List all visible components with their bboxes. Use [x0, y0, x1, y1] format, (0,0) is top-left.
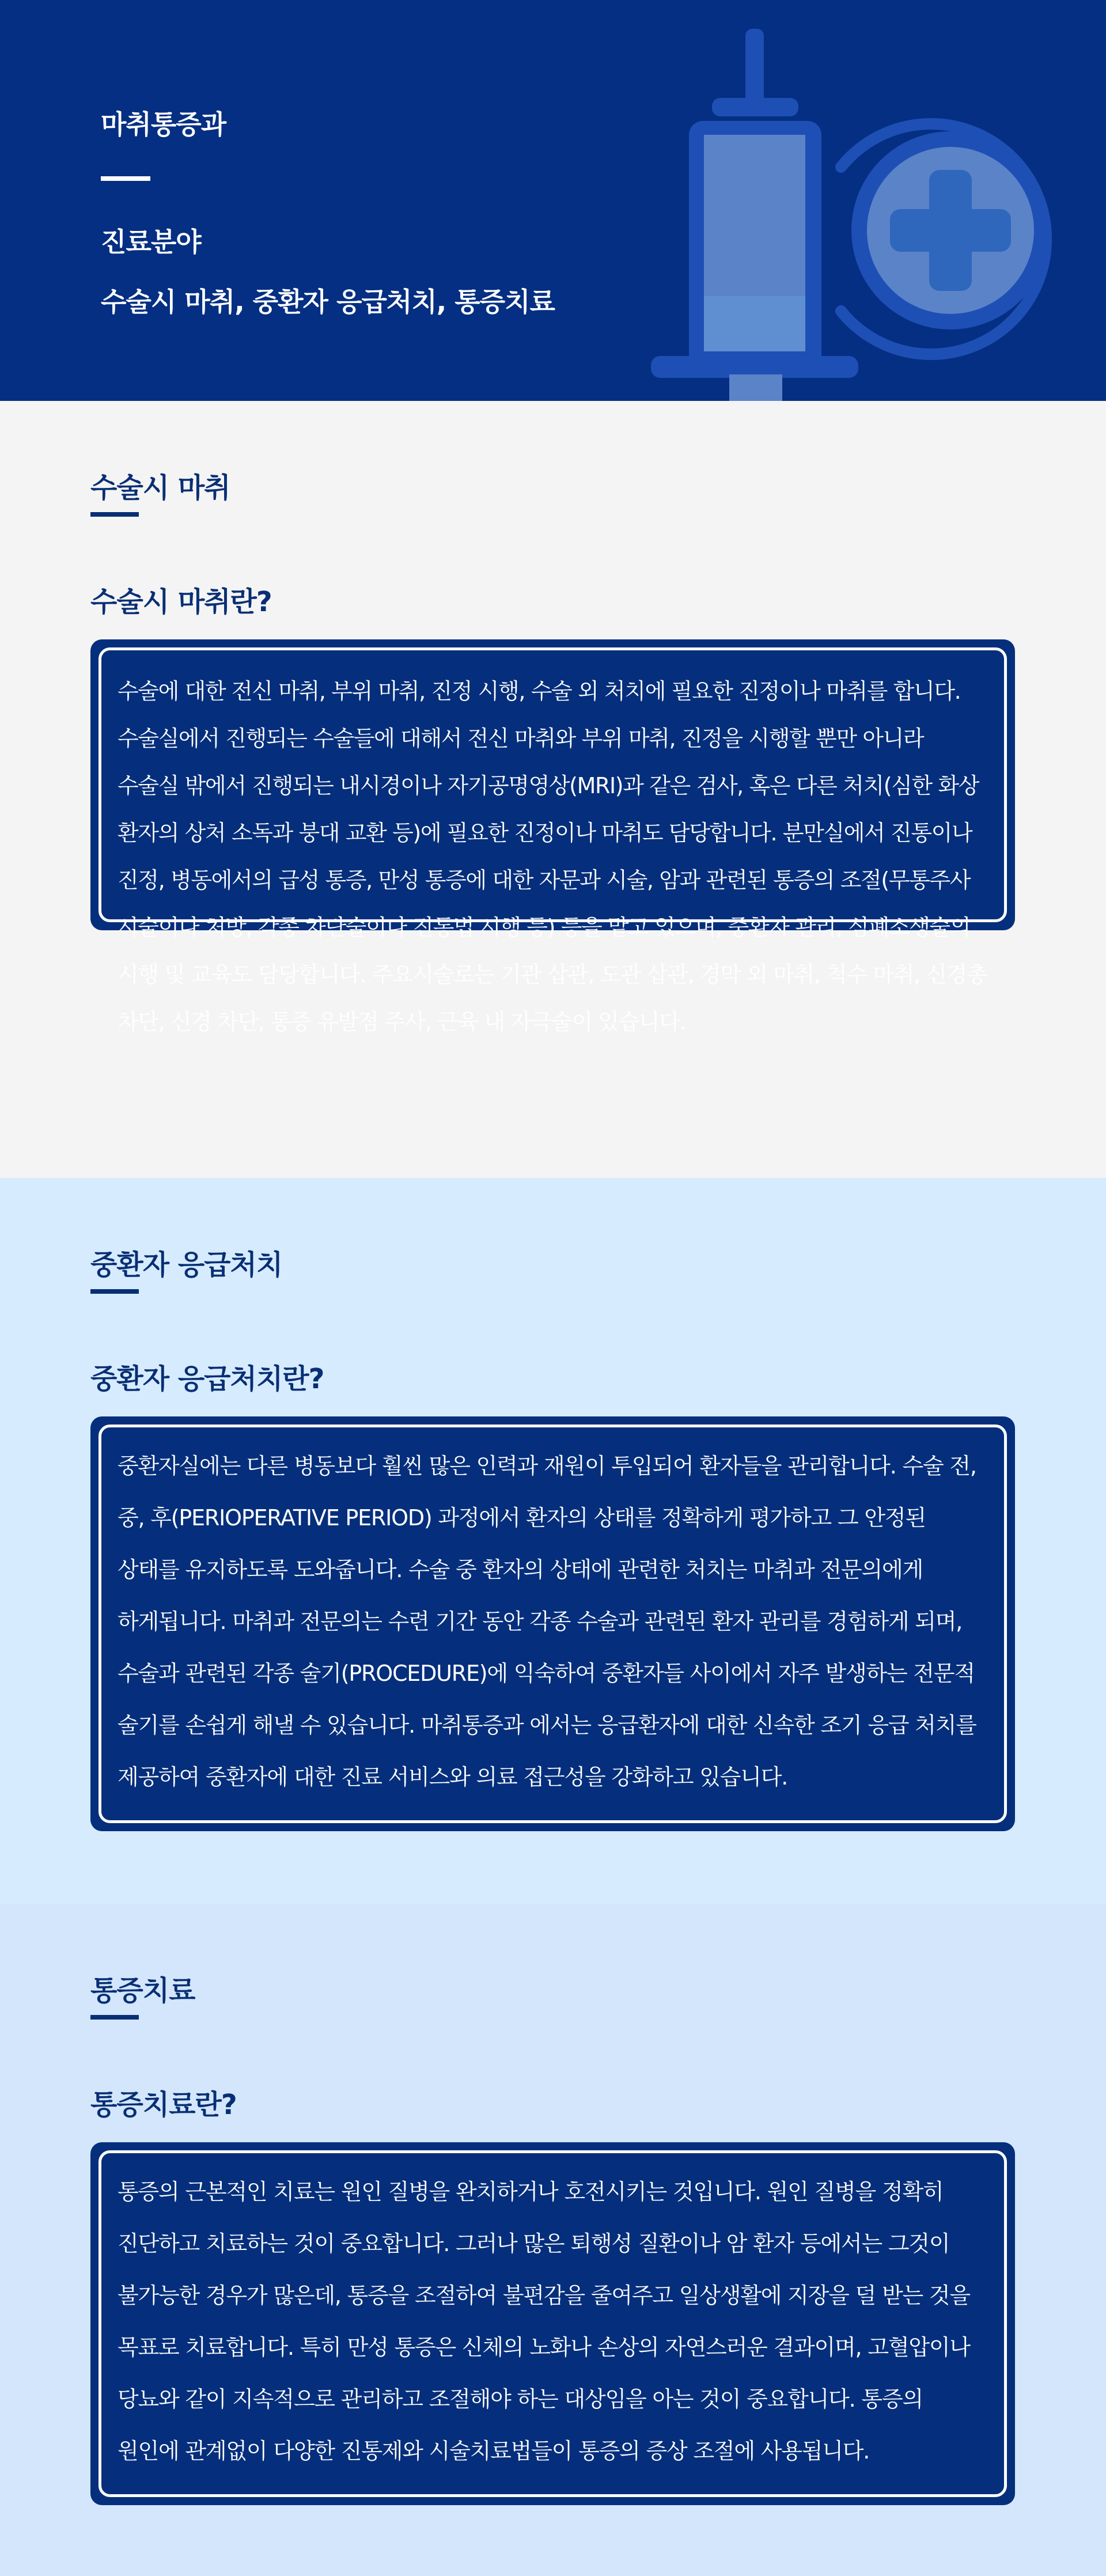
description-box-inner: [99, 1425, 1007, 1823]
hero-divider: [101, 176, 150, 181]
section-title: 통증치료: [90, 1975, 195, 2007]
title-underline: [90, 512, 139, 517]
section-subtitle: 중환자 응급처치란?: [90, 1363, 324, 1395]
description-text: 통증의 근본적인 치료는 원인 질병을 완치하거나 호전시키는 것입니다. 원인 질병을 정확히 진단하고 치료하는 것이 중요합니다. 그러나 많은 퇴행성 질환이나 암 환자 등에서는 그것이 불가능한 경우가 많은데, 통증을 조절하여 불편감을 줄여주고 일상생활에 지장을 덜 받는 것을 목표로 치료합니다. 특히 만성 통증은 신체의 노화나 손상의 자연스러운 결과이며, 고혈압이나 당뇨와 같이 지속적으로 관리하고 조절해야 하는 대상임을 아는 것이 중요합니다. 통증의 원인에 관계없이 다양한 진통제와 시술치료법들이 통증의 증상 조절에 사용됩니다.: [118, 2179, 970, 2464]
hero-text: [101, 104, 555, 319]
section-title: 중환자 응급처치: [90, 1249, 283, 1281]
medical-cross-icon: [841, 124, 1050, 354]
field-list: 수술시 마취, 중환자 응급처치, 통증치료: [101, 286, 555, 317]
hero-illustration: [639, 23, 1089, 401]
description-box: [90, 2142, 1015, 2505]
description-box: [90, 1416, 1015, 1831]
section-subtitle: 수술시 마취란?: [90, 586, 272, 618]
hero-banner: [0, 0, 1106, 401]
section-critical-care: [0, 1178, 1106, 1904]
department-name: 마취통증과: [101, 109, 226, 140]
title-underline: [90, 1289, 139, 1294]
section-pain-treatment: [0, 1904, 1106, 2576]
syringe-icon: [651, 29, 858, 401]
description-text: 중환자실에는 다른 병동보다 훨씬 많은 인력과 재원이 투입되어 환자들을 관리합니다. 수술 전, 중, 후(PERIOPERATIVE PERIOD) 과정에서 환자의 상태를 정확하게 평가하고 그 안정된 상태를 유지하도록 도와줍니다. 수술 중 환자의 상태에 관련한 처치는 마취과 전문의에게 하게됩니다. 마취과 전문의는 수련 기간 동안 각종 수술과 관련된 환자 관리를 경험하게 되며, 수술과 관련된 각종 술기(PROCEDURE)에 익숙하여 중환자들 사이에서 자주 발생하는 전문적 술기를 손쉽게 해낼 수 있습니다. 마취통증과 에서는 응급환자에 대한 신속한 조기 응급 처치를 제공하여 중환자에 대한 진료 서비스와 의료 접근성을 강화하고 있습니다.: [118, 1453, 976, 1790]
description-box-inner: [99, 647, 1007, 1035]
description-box: [90, 639, 1015, 1035]
description-box-inner: [99, 2150, 1007, 2497]
description-text: 수술에 대한 전신 마취, 부위 마취, 진정 시행, 수술 외 처치에 필요한 진정이나 마취를 합니다. 수술실에서 진행되는 수술들에 대해서 전신 마취와 부위 마취, 진정을 시행할 뿐만 아니라 수술실 밖에서 진행되는 내시경이나 자기공명영상(MRI)과 같은 검사, 혹은 다른 처치(심한 화상 환자의 상처 소독과 붕대 교환 등)에 필요한 진정이나 마취도 담당합니다. 분만실에서 진통이나 진정, 병동에서의 급성 통증, 만성 통증에 대한 자문과 시술, 암과 관련된 통증의 조절(무통주사 시술이나 처방, 각종 차단술이나 진통법 시행 등) 등을 맡고 있으며, 중환자 관리, 심폐소생술의 시행 및 교육도 담당합니다. 주요시술로는 기관 삽관, 도관 삽관, 경막 외 마취, 척수 마취, 신경총 차단, 신경 차단, 통증 유발점 주사, 근육 내 자극술이 있습니다.: [118, 679, 987, 1035]
section-title: 수술시 마취: [90, 472, 230, 504]
section-subtitle: 통증치료란?: [90, 2089, 237, 2121]
title-underline: [90, 2015, 139, 2020]
field-label: 진료분야: [101, 226, 201, 257]
section-anesthesia: [0, 401, 1106, 1178]
